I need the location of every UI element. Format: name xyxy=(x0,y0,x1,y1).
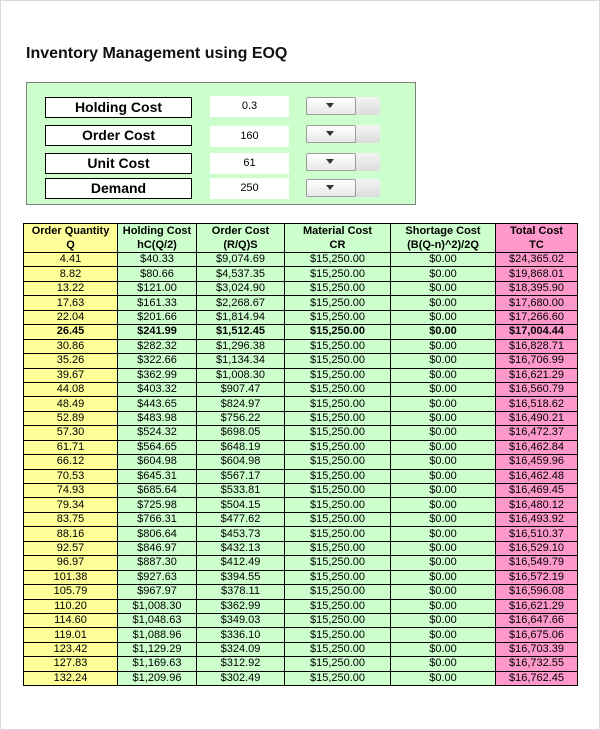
cell-material-cost[interactable]: $15,250.00 xyxy=(285,512,391,526)
cell-order-quantity[interactable]: 88.16 xyxy=(24,527,118,541)
cell-order-quantity[interactable]: 83.75 xyxy=(24,512,118,526)
cell-holding-cost[interactable]: $161.33 xyxy=(118,296,197,310)
header-order-cost: Order Cost xyxy=(197,224,285,239)
header-q-formula: Q xyxy=(24,238,118,253)
demand-value[interactable]: 250 xyxy=(210,178,289,199)
cell-total-cost[interactable]: $16,621.29 xyxy=(496,599,578,613)
cell-order-quantity[interactable]: 123.42 xyxy=(24,642,118,656)
cell-order-quantity[interactable]: 105.79 xyxy=(24,585,118,599)
cell-order-cost[interactable]: $312.92 xyxy=(197,657,285,671)
demand-dropdown[interactable] xyxy=(306,179,380,197)
order-cost-dropdown-button[interactable] xyxy=(306,125,356,143)
cell-shortage-cost[interactable]: $0.00 xyxy=(391,570,496,584)
cell-order-cost[interactable]: $907.47 xyxy=(197,382,285,396)
demand-dropdown-button[interactable] xyxy=(306,179,356,197)
cell-material-cost[interactable]: $15,250.00 xyxy=(285,426,391,440)
cell-material-cost[interactable]: $15,250.00 xyxy=(285,570,391,584)
cell-total-cost[interactable]: $16,469.45 xyxy=(496,484,578,498)
table-row xyxy=(24,613,578,627)
cell-shortage-cost[interactable]: $0.00 xyxy=(391,397,496,411)
cell-order-cost[interactable]: $432.13 xyxy=(197,541,285,555)
cell-holding-cost[interactable]: $725.98 xyxy=(118,498,197,512)
cell-holding-cost[interactable]: $1,169.63 xyxy=(118,657,197,671)
cell-order-cost[interactable]: $533.81 xyxy=(197,484,285,498)
cell-shortage-cost[interactable]: $0.00 xyxy=(391,339,496,353)
table-row xyxy=(24,397,578,411)
cell-holding-cost[interactable]: $282.32 xyxy=(118,339,197,353)
cell-order-quantity[interactable]: 114.60 xyxy=(24,613,118,627)
cell-material-cost[interactable]: $15,250.00 xyxy=(285,556,391,570)
cell-total-cost[interactable]: $16,762.45 xyxy=(496,671,578,685)
table-row xyxy=(24,527,578,541)
cell-shortage-cost[interactable]: $0.00 xyxy=(391,368,496,382)
header-total-cost: Total Cost xyxy=(496,224,578,239)
table-row xyxy=(24,498,578,512)
header-material-formula: CR xyxy=(285,238,391,253)
cell-order-cost[interactable]: $1,134.34 xyxy=(197,354,285,368)
cell-order-cost[interactable]: $378.11 xyxy=(197,585,285,599)
cell-total-cost[interactable]: $16,462.84 xyxy=(496,440,578,454)
unit-cost-label: Unit Cost xyxy=(45,153,192,174)
cell-shortage-cost[interactable]: $0.00 xyxy=(391,426,496,440)
cell-order-cost[interactable]: $1,512.45 xyxy=(197,325,285,339)
cell-holding-cost[interactable]: $846.97 xyxy=(118,541,197,555)
cell-shortage-cost[interactable]: $0.00 xyxy=(391,498,496,512)
cell-holding-cost[interactable]: $201.66 xyxy=(118,310,197,324)
cell-material-cost[interactable]: $15,250.00 xyxy=(285,354,391,368)
table-row xyxy=(24,339,578,353)
cell-material-cost[interactable]: $15,250.00 xyxy=(285,599,391,613)
cell-order-cost[interactable]: $336.10 xyxy=(197,628,285,642)
cell-total-cost[interactable]: $24,365.02 xyxy=(496,253,578,267)
header-holding-cost: Holding Cost xyxy=(118,224,197,239)
cell-holding-cost[interactable]: $403.32 xyxy=(118,382,197,396)
cell-holding-cost[interactable]: $1,088.96 xyxy=(118,628,197,642)
order-cost-label: Order Cost xyxy=(45,125,192,146)
cell-holding-cost[interactable]: $967.97 xyxy=(118,585,197,599)
table-row xyxy=(24,426,578,440)
cell-order-cost[interactable]: $453.73 xyxy=(197,527,285,541)
cell-holding-cost[interactable]: $241.99 xyxy=(118,325,197,339)
unit-cost-dropdown[interactable] xyxy=(306,153,380,171)
order-cost-dropdown[interactable] xyxy=(306,125,380,143)
cell-order-quantity[interactable]: 110.20 xyxy=(24,599,118,613)
cell-order-quantity[interactable]: 17.63 xyxy=(24,296,118,310)
cell-material-cost[interactable]: $15,250.00 xyxy=(285,527,391,541)
cell-order-cost[interactable]: $1,814.94 xyxy=(197,310,285,324)
table-row xyxy=(24,310,578,324)
cell-shortage-cost[interactable]: $0.00 xyxy=(391,354,496,368)
cell-holding-cost[interactable]: $40.33 xyxy=(118,253,197,267)
table-row xyxy=(24,585,578,599)
cell-holding-cost[interactable]: $483.98 xyxy=(118,411,197,425)
cell-total-cost[interactable]: $17,680.00 xyxy=(496,296,578,310)
order-cost-value[interactable]: 160 xyxy=(210,126,289,147)
table-row xyxy=(24,484,578,498)
cell-order-quantity[interactable]: 92.57 xyxy=(24,541,118,555)
cell-order-quantity[interactable]: 44.08 xyxy=(24,382,118,396)
cell-material-cost[interactable]: $15,250.00 xyxy=(285,585,391,599)
cell-order-quantity[interactable]: 79.34 xyxy=(24,498,118,512)
cell-order-quantity[interactable]: 39.67 xyxy=(24,368,118,382)
cell-shortage-cost[interactable]: $0.00 xyxy=(391,455,496,469)
cell-material-cost[interactable]: $15,250.00 xyxy=(285,498,391,512)
cell-holding-cost[interactable]: $1,129.29 xyxy=(118,642,197,656)
cell-order-quantity[interactable]: 30.86 xyxy=(24,339,118,353)
cell-total-cost[interactable]: $16,529.10 xyxy=(496,541,578,555)
table-row xyxy=(24,642,578,656)
cell-order-quantity[interactable]: 48.49 xyxy=(24,397,118,411)
cell-shortage-cost[interactable]: $0.00 xyxy=(391,296,496,310)
cell-shortage-cost[interactable]: $0.00 xyxy=(391,469,496,483)
cell-material-cost[interactable]: $15,250.00 xyxy=(285,455,391,469)
cell-order-cost[interactable]: $1,296.38 xyxy=(197,339,285,353)
header-order-quantity: Order Quantity xyxy=(24,224,118,239)
cell-shortage-cost[interactable]: $0.00 xyxy=(391,657,496,671)
header-shortage-formula: (B(Q-n)^2)/2Q xyxy=(391,238,496,253)
cell-shortage-cost[interactable]: $0.00 xyxy=(391,382,496,396)
cell-material-cost[interactable]: $15,250.00 xyxy=(285,628,391,642)
demand-label: Demand xyxy=(45,178,192,199)
cell-shortage-cost[interactable]: $0.00 xyxy=(391,267,496,281)
cell-total-cost[interactable]: $16,706.99 xyxy=(496,354,578,368)
cell-holding-cost[interactable]: $362.99 xyxy=(118,368,197,382)
cell-order-quantity[interactable]: 66.12 xyxy=(24,455,118,469)
table-row xyxy=(24,296,578,310)
cell-material-cost[interactable]: $15,250.00 xyxy=(285,613,391,627)
cell-material-cost[interactable]: $15,250.00 xyxy=(285,368,391,382)
parameter-panel xyxy=(26,82,416,205)
cell-order-quantity[interactable]: 132.24 xyxy=(24,671,118,685)
cell-holding-cost[interactable]: $80.66 xyxy=(118,267,197,281)
cell-order-cost[interactable]: $604.98 xyxy=(197,455,285,469)
holding-cost-dropdown-button[interactable] xyxy=(306,97,356,115)
cell-holding-cost[interactable]: $564.65 xyxy=(118,440,197,454)
cell-order-cost[interactable]: $648.19 xyxy=(197,440,285,454)
cell-total-cost[interactable]: $16,480.12 xyxy=(496,498,578,512)
cell-material-cost[interactable]: $15,250.00 xyxy=(285,440,391,454)
cell-order-cost[interactable]: $412.49 xyxy=(197,556,285,570)
cell-order-cost[interactable]: $394.55 xyxy=(197,570,285,584)
cell-order-cost[interactable]: $504.15 xyxy=(197,498,285,512)
cell-material-cost[interactable]: $15,250.00 xyxy=(285,339,391,353)
cell-order-quantity[interactable]: 52.89 xyxy=(24,411,118,425)
table-row xyxy=(24,512,578,526)
table-row xyxy=(24,541,578,555)
cell-total-cost[interactable]: $16,675.06 xyxy=(496,628,578,642)
cell-shortage-cost[interactable]: $0.00 xyxy=(391,411,496,425)
cell-order-quantity[interactable]: 35.26 xyxy=(24,354,118,368)
cell-shortage-cost[interactable]: $0.00 xyxy=(391,671,496,685)
cell-total-cost[interactable]: $16,462.48 xyxy=(496,469,578,483)
cell-total-cost[interactable]: $16,828.71 xyxy=(496,339,578,353)
header-row-titles xyxy=(24,224,578,239)
cell-material-cost[interactable]: $15,250.00 xyxy=(285,296,391,310)
cell-total-cost[interactable]: $16,647.66 xyxy=(496,613,578,627)
cell-holding-cost[interactable]: $1,008.30 xyxy=(118,599,197,613)
cell-total-cost[interactable]: $16,549.79 xyxy=(496,556,578,570)
cell-shortage-cost[interactable]: $0.00 xyxy=(391,585,496,599)
page-title: Inventory Management using EOQ xyxy=(26,45,288,62)
cell-order-cost[interactable]: $3,024.90 xyxy=(197,281,285,295)
cell-shortage-cost[interactable]: $0.00 xyxy=(391,310,496,324)
table-row xyxy=(24,281,578,295)
cell-order-quantity[interactable]: 8.82 xyxy=(24,267,118,281)
cell-shortage-cost[interactable]: $0.00 xyxy=(391,642,496,656)
cell-order-cost[interactable]: $2,268.67 xyxy=(197,296,285,310)
cell-shortage-cost[interactable]: $0.00 xyxy=(391,325,496,339)
table-row xyxy=(24,599,578,613)
cell-order-quantity[interactable]: 119.01 xyxy=(24,628,118,642)
table-row xyxy=(24,253,578,267)
cell-shortage-cost[interactable]: $0.00 xyxy=(391,440,496,454)
cell-material-cost[interactable]: $15,250.00 xyxy=(285,267,391,281)
cell-order-quantity[interactable]: 57.30 xyxy=(24,426,118,440)
cell-shortage-cost[interactable]: $0.00 xyxy=(391,281,496,295)
cell-order-quantity[interactable]: 70.53 xyxy=(24,469,118,483)
cell-holding-cost[interactable]: $685.64 xyxy=(118,484,197,498)
table-row xyxy=(24,657,578,671)
cell-shortage-cost[interactable]: $0.00 xyxy=(391,527,496,541)
header-total-formula: TC xyxy=(496,238,578,253)
cell-shortage-cost[interactable]: $0.00 xyxy=(391,613,496,627)
cell-total-cost[interactable]: $16,732.55 xyxy=(496,657,578,671)
cell-order-cost[interactable]: $302.49 xyxy=(197,671,285,685)
cell-holding-cost[interactable]: $604.98 xyxy=(118,455,197,469)
cell-order-quantity[interactable]: 26.45 xyxy=(24,325,118,339)
cell-order-quantity[interactable]: 96.97 xyxy=(24,556,118,570)
cell-shortage-cost[interactable]: $0.00 xyxy=(391,628,496,642)
cell-shortage-cost[interactable]: $0.00 xyxy=(391,541,496,555)
cell-total-cost[interactable]: $16,472.37 xyxy=(496,426,578,440)
cell-order-cost[interactable]: $9,074.69 xyxy=(197,253,285,267)
cell-holding-cost[interactable]: $766.31 xyxy=(118,512,197,526)
cell-total-cost[interactable]: $16,703.39 xyxy=(496,642,578,656)
cell-order-quantity[interactable]: 13.22 xyxy=(24,281,118,295)
header-material-cost: Material Cost xyxy=(285,224,391,239)
cell-order-cost[interactable]: $4,537.35 xyxy=(197,267,285,281)
cell-order-cost[interactable]: $477.62 xyxy=(197,512,285,526)
table-row xyxy=(24,368,578,382)
cell-total-cost[interactable]: $16,459.96 xyxy=(496,455,578,469)
cell-holding-cost[interactable]: $322.66 xyxy=(118,354,197,368)
table-row xyxy=(24,570,578,584)
cell-holding-cost[interactable]: $443.65 xyxy=(118,397,197,411)
cell-material-cost[interactable]: $15,250.00 xyxy=(285,397,391,411)
cell-material-cost[interactable]: $15,250.00 xyxy=(285,657,391,671)
table-row xyxy=(24,628,578,642)
cell-order-quantity[interactable]: 74.93 xyxy=(24,484,118,498)
holding-cost-value[interactable]: 0.3 xyxy=(210,96,289,117)
holding-cost-dropdown[interactable] xyxy=(306,97,380,115)
cell-order-quantity[interactable]: 4.41 xyxy=(24,253,118,267)
table-row xyxy=(24,556,578,570)
cell-holding-cost[interactable]: $645.31 xyxy=(118,469,197,483)
chevron-down-icon xyxy=(326,103,334,108)
table-body xyxy=(24,253,578,686)
cell-shortage-cost[interactable]: $0.00 xyxy=(391,253,496,267)
header-order-formula: (R/Q)S xyxy=(197,238,285,253)
cell-order-cost[interactable]: $324.09 xyxy=(197,642,285,656)
cell-holding-cost[interactable]: $1,048.63 xyxy=(118,613,197,627)
chevron-down-icon xyxy=(326,159,334,164)
cell-material-cost[interactable]: $15,250.00 xyxy=(285,310,391,324)
table-row xyxy=(24,411,578,425)
cell-shortage-cost[interactable]: $0.00 xyxy=(391,484,496,498)
cell-material-cost[interactable]: $15,250.00 xyxy=(285,469,391,483)
table-row xyxy=(24,455,578,469)
cell-order-quantity[interactable]: 127.83 xyxy=(24,657,118,671)
cell-holding-cost[interactable]: $524.32 xyxy=(118,426,197,440)
cell-order-cost[interactable]: $349.03 xyxy=(197,613,285,627)
cell-material-cost[interactable]: $15,250.00 xyxy=(285,484,391,498)
cell-order-cost[interactable]: $756.22 xyxy=(197,411,285,425)
cell-total-cost[interactable]: $18,395.90 xyxy=(496,281,578,295)
cell-total-cost[interactable]: $17,266.60 xyxy=(496,310,578,324)
cell-total-cost[interactable]: $16,493.92 xyxy=(496,512,578,526)
unit-cost-dropdown-button[interactable] xyxy=(306,153,356,171)
cell-shortage-cost[interactable]: $0.00 xyxy=(391,512,496,526)
eoq-table xyxy=(23,223,578,686)
cell-holding-cost[interactable]: $806.64 xyxy=(118,527,197,541)
cell-material-cost[interactable]: $15,250.00 xyxy=(285,325,391,339)
header-holding-formula: hC(Q/2) xyxy=(118,238,197,253)
cell-total-cost[interactable]: $16,596.08 xyxy=(496,585,578,599)
cell-total-cost[interactable]: $16,560.79 xyxy=(496,382,578,396)
table-row xyxy=(24,354,578,368)
cell-holding-cost[interactable]: $927.63 xyxy=(118,570,197,584)
cell-order-quantity[interactable]: 101.38 xyxy=(24,570,118,584)
cell-total-cost[interactable]: $16,518.62 xyxy=(496,397,578,411)
cell-material-cost[interactable]: $15,250.00 xyxy=(285,541,391,555)
cell-order-quantity[interactable]: 22.04 xyxy=(24,310,118,324)
table-row xyxy=(24,382,578,396)
table-row xyxy=(24,469,578,483)
holding-cost-label: Holding Cost xyxy=(45,97,192,118)
cell-total-cost[interactable]: $16,572.19 xyxy=(496,570,578,584)
cell-holding-cost[interactable]: $121.00 xyxy=(118,281,197,295)
cell-total-cost[interactable]: $17,004.44 xyxy=(496,325,578,339)
table-row xyxy=(24,440,578,454)
cell-total-cost[interactable]: $16,490.21 xyxy=(496,411,578,425)
cell-order-cost[interactable]: $698.05 xyxy=(197,426,285,440)
chevron-down-icon xyxy=(326,131,334,136)
cell-holding-cost[interactable]: $887.30 xyxy=(118,556,197,570)
cell-total-cost[interactable]: $16,510.37 xyxy=(496,527,578,541)
cell-total-cost[interactable]: $16,621.29 xyxy=(496,368,578,382)
header-row-formulas xyxy=(24,238,578,253)
cell-order-cost[interactable]: $362.99 xyxy=(197,599,285,613)
cell-total-cost[interactable]: $19,868.01 xyxy=(496,267,578,281)
cell-order-cost[interactable]: $824.97 xyxy=(197,397,285,411)
table-row xyxy=(24,671,578,685)
cell-shortage-cost[interactable]: $0.00 xyxy=(391,599,496,613)
cell-material-cost[interactable]: $15,250.00 xyxy=(285,642,391,656)
cell-material-cost[interactable]: $15,250.00 xyxy=(285,281,391,295)
cell-order-cost[interactable]: $567.17 xyxy=(197,469,285,483)
cell-material-cost[interactable]: $15,250.00 xyxy=(285,411,391,425)
cell-material-cost[interactable]: $15,250.00 xyxy=(285,671,391,685)
header-shortage-cost: Shortage Cost xyxy=(391,224,496,239)
cell-order-cost[interactable]: $1,008.30 xyxy=(197,368,285,382)
cell-shortage-cost[interactable]: $0.00 xyxy=(391,556,496,570)
table-row xyxy=(24,325,578,339)
table-row xyxy=(24,267,578,281)
cell-material-cost[interactable]: $15,250.00 xyxy=(285,253,391,267)
cell-material-cost[interactable]: $15,250.00 xyxy=(285,382,391,396)
unit-cost-value[interactable]: 61 xyxy=(210,153,289,174)
cell-holding-cost[interactable]: $1,209.96 xyxy=(118,671,197,685)
cell-order-quantity[interactable]: 61.71 xyxy=(24,440,118,454)
chevron-down-icon xyxy=(326,185,334,190)
